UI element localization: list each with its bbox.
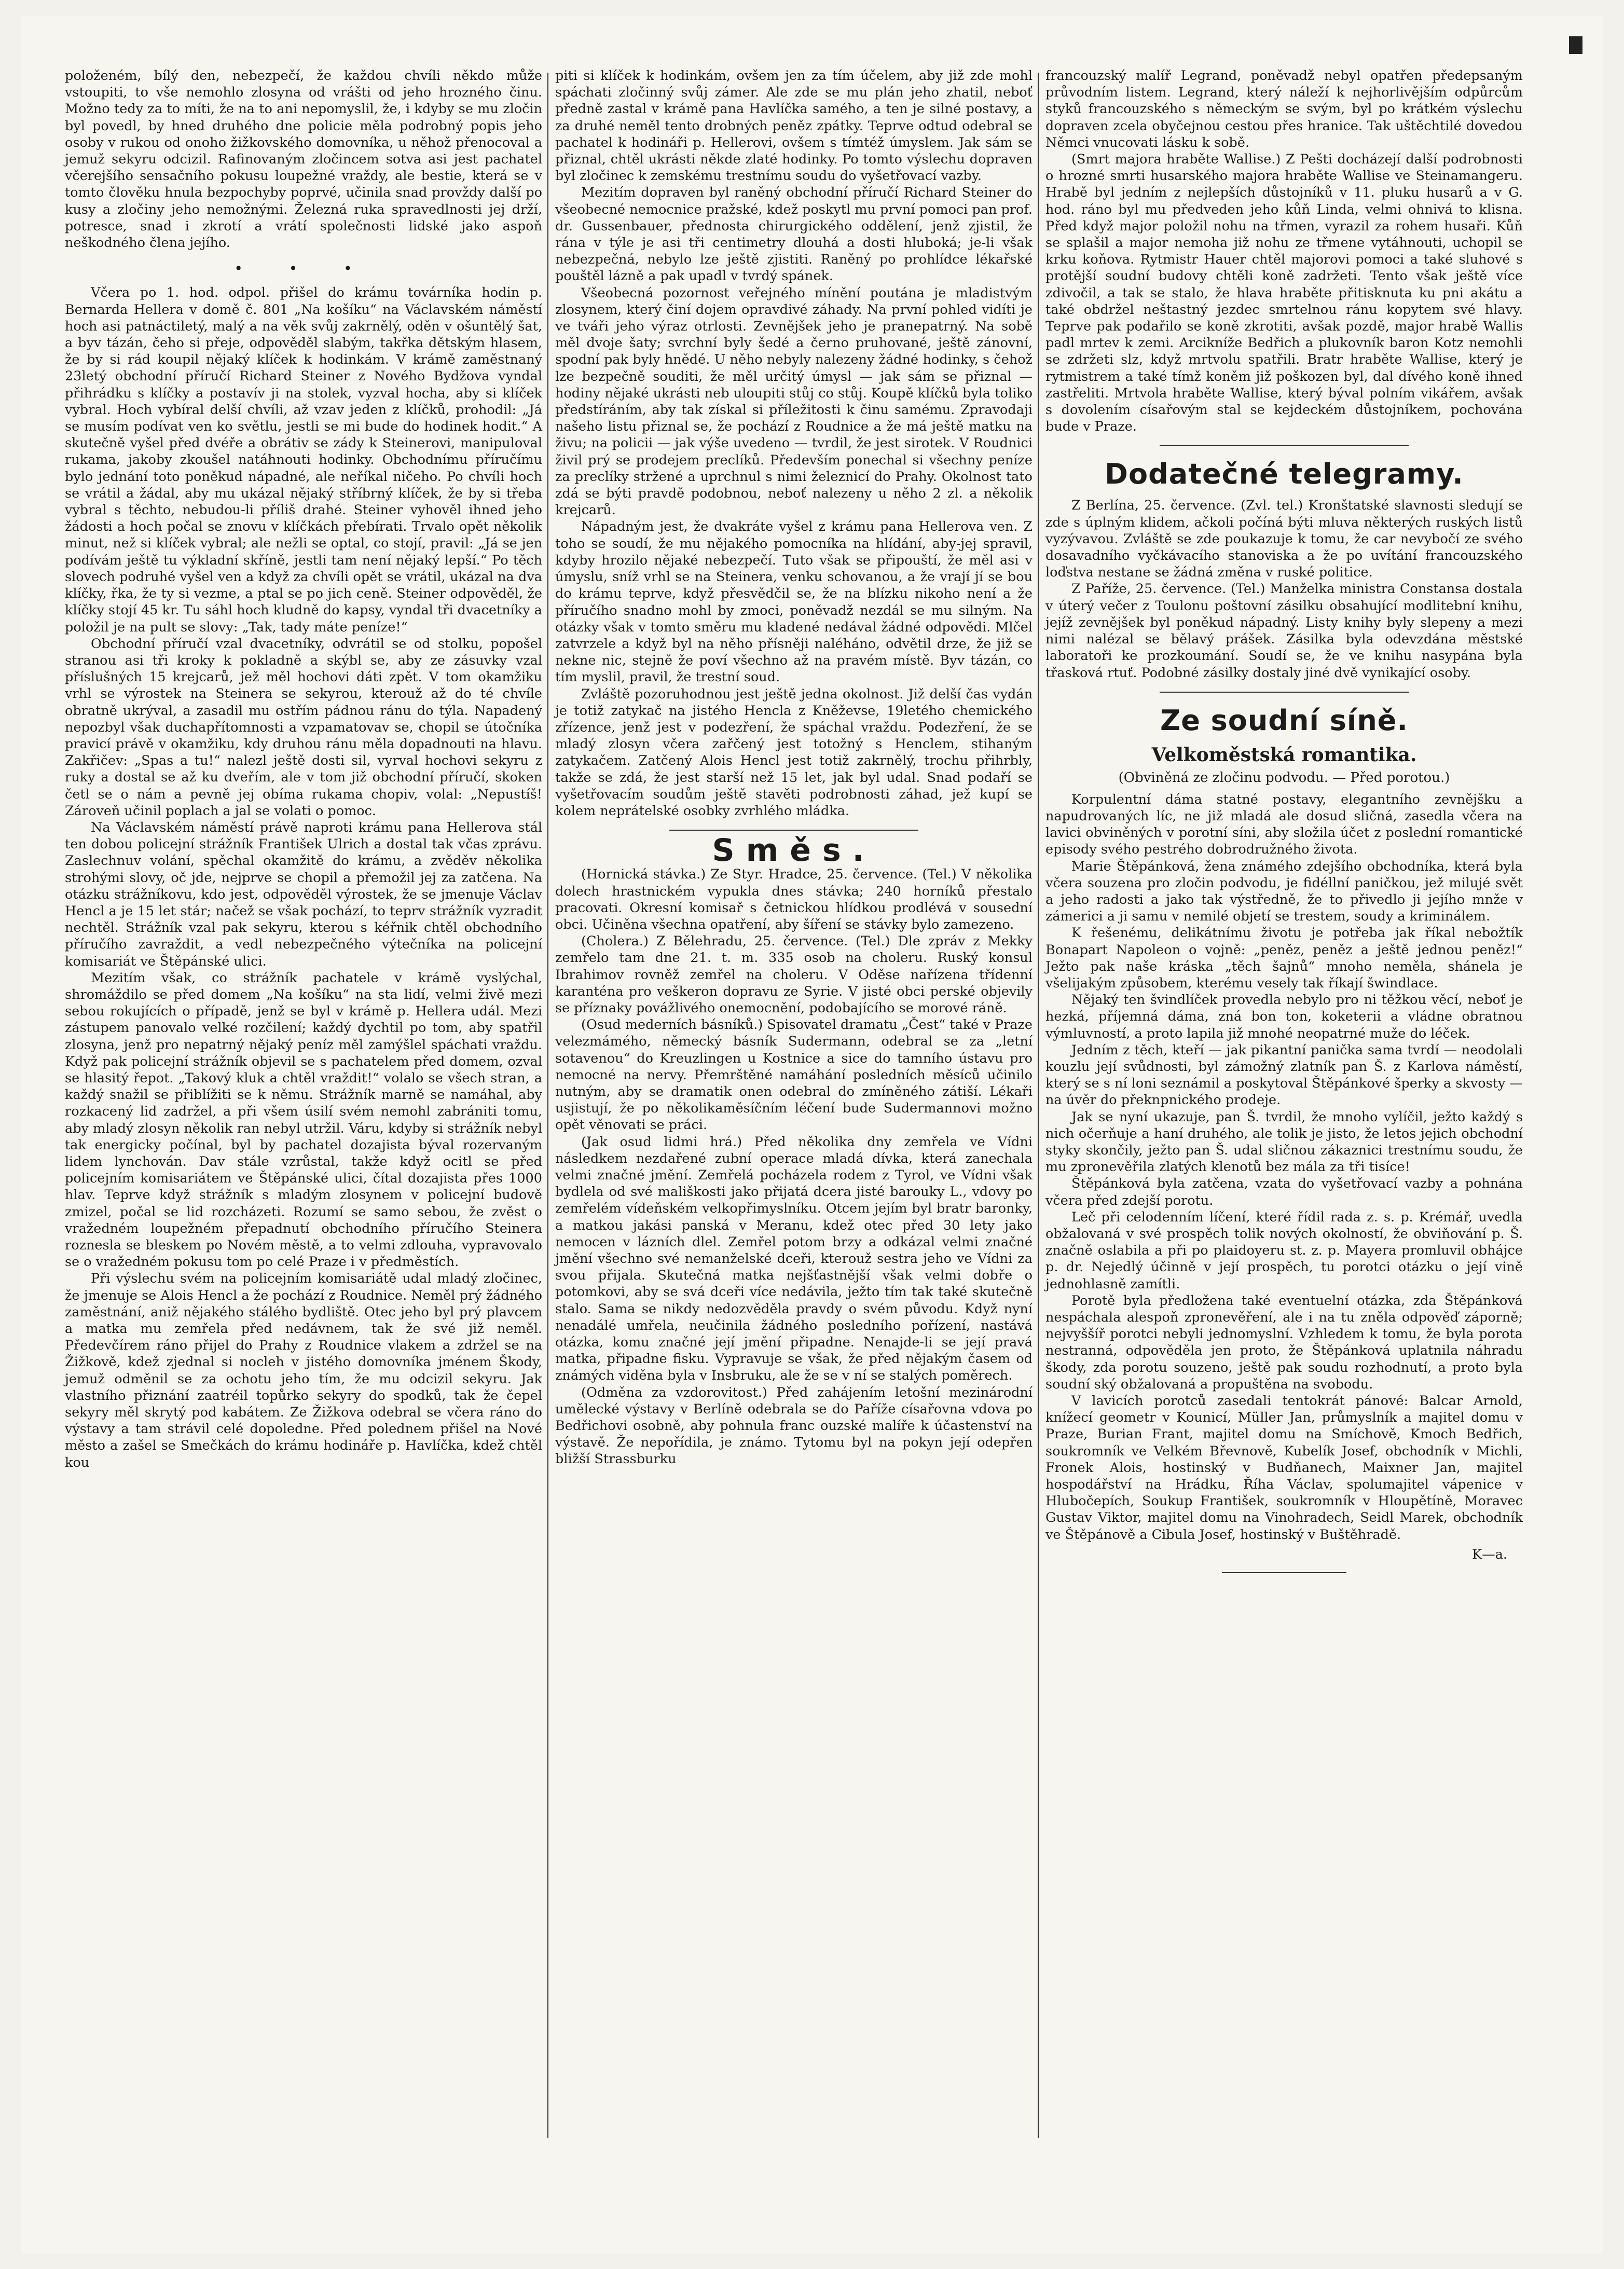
section-heading-court: Ze soudní síně.	[1160, 704, 1408, 737]
news-item: (Osud mederních básníků.) Spisovatel dramatu „Čest“ také v Praze velezmámého, německý básník Sudermann, odebral se za „letní sotavenou“ do Kreuzlingen u Kostnice a sice do tamního ústavu pro nemocné na nervy. Přemrštěné namáhání posledních měsíců učinilo nutným, aby se dramatik onen odebral do zmíněného zátiší. Lékaři usjistují, že po několikaměsíčním léčení bude Sudermannovi možno opět věnovati se práci.	[555, 1017, 1033, 1133]
court-paragraph: Jak se nyní ukazuje, pan Š. tvrdil, že mnoho vylíčil, ježto každý s nich očerňuje a haní druhého, ale tolik je jisto, že letos jejich obchodní styky skončily, ježto pan Š. udal sličnou zákaznici trestnímu soudu, že mu zpronevěřila zlatých klenotů bez mála za tři tisíce!	[1045, 1109, 1523, 1175]
column-rule-2	[1038, 73, 1039, 2138]
section-divider	[1160, 445, 1409, 446]
court-paragraph: Jedním z těch, kteří — jak pikantní panička sama tvrdí — neodolali kouzlu její svůdnosti, byl zámožný zlatník pan Š. z Karlova náměstí, který se s ní loni seznámil a poskytoval Štěpánkové šperky a skvosty — na úvěr do překnpnického prodeje.	[1045, 1042, 1523, 1108]
column-rule-1	[547, 73, 548, 2138]
court-paragraph: K řešenému, delikátnímu životu je potřeba jak říkal nebožtík Bonapart Napoleon o vojně: „peněz, peněz a ještě jednou peněz!“ Ježto pak naše kráska „těch šajnů“ mnoho neměla, shánela je všelijakým způsobem, kterému vesely tak říkají šwindlace.	[1045, 925, 1523, 991]
news-item: (Jak osud lidmi hrá.) Před několika dny zemřela ve Vídni následkem nezdařené zubní operace mladá dívka, která zanechala velmi značné jmění. Zemřelá pocházela rodem z Tyrol, ve Vídni však bydlela od své mališkosti jako přijatá dcera jisté barouky L., vdovy po zemřelém vídeňském velkopřimyslníku. Otcem jejím byl bratr baronky, a matkou jakási panská v Meranu, kdež otec před 30 lety jako nemocen v lázních dlel. Zemřel potom brzy a odkázal velmi značné jmění všechno své nemanželské dceři, kterouž sestra jeho ve Vídni za svou přijala. Skutečná matka nejšťastnější však velmi dobře o potomkovi, aby se svá dceři více nedávila, ježto tím tak také skutečně stalo. Sama se nikdy nedozvěděla pravdy o svém původu. Když nyní nenadálé umřela, neučinila žádného posledního pořízení, nastává otázka, komu značné její jmění připadne. Nenajde-li se její pravá matka, připadne fisku. Vypravuje se však, že před nějakým časem od známých viděna byla v Insbruku, ale že se v ní se stalých poměrech.	[555, 1134, 1033, 1384]
news-item: (Cholera.) Z Bělehradu, 25. července. (Tel.) Dle zpráv z Mekky zemřelo tam dne 21. t. m. 335 osob na choleru. Ruský konsul Ibrahimov rovněž zemřel na choleru. V Oděse nařízena třídenní karanténa pro veškeron dopravu ze Syrie. V jisté obci perské objevily se příznaky povážlivého onemocnění, podobajícího se morové ráně.	[555, 933, 1033, 1016]
court-paragraph: Porotě byla předložena také eventuelní otázka, zda Štěpánková nespáchala alespoň zpronevěření, ale i na tu zněla odpověď záporně; nejvyššíř porotci nebyli jednomyslní. Vzhledem k tomu, že byla porota nestranná, odpověděla jen proto, že Štěpánková uplatnila náhradu škody, zda porotu souzeno, ještě pak soudu rozhodnutí, a proto byla soudní ský obžalovaná a propuštěna na svobodu.	[1045, 1292, 1523, 1392]
court-case-note: (Obviněná ze zločinu podvodu. — Před porotou.)	[1118, 769, 1450, 786]
article-paragraph: Nápadným jest, že dvakráte vyšel z krámu pana Hellerova ven. Z toho se soudí, že mu nějakého pomocníka na hlídání, aby-jej spravil, kdyby hrozilo nějaké nebezpečí. Tuto však se připouští, že měl asi v úmyslu, sníž vrhl se na Steinera, venku schovanou, a že vrají jí se bou do krámu teprve, když přesvědčil se, že na blízku nikoho není a že příručího snadno mohl by zmoci, poněvadž nezdál se mu silným. Na otázky však v tomto směru mu kladené nedával žádné odpovědi. Mlčel zatvrzele a když byl na něho přísněji naléháno, odvětil drze, že již se nekne nic, stejně že poví všechno až na pravém místě. Byv tázán, co tím myslil, pravil, že trestní soud.	[555, 519, 1033, 685]
end-rule	[1222, 1572, 1346, 1573]
article-paragraph: Mezitím však, co strážník pachatele v krámě vyslýchal, shromáždilo se před domem „Na košíku“ na sta lidí, velmi živě mezi sebou rokujících o případě, jenž se byl v krámě p. Hellera udál. Mezi zástupem panovalo velké rozčilení; každý dychtil po tom, aby spatřil zlosyna, jenž pro nepatrný nějaký peníz měl zamýšlel spáchati vraždu. Když pak policejní strážník objevil se s pachatelem před domem, ozval se hlasitý řepot. „Takový kluk a chtěl vraždit!“ volalo se všech stran, a každý snažil se přiblížiti se k němu. Strážník marně se namáhal, aby rozkacený lid zadržel, a při všem úsilí svém nemohl zabrániti tomu, aby mladý zlosyn několik ran nebyl utržil. Váru, kdyby si strážník nebyl tak energicky počínal, byl by pachatel dozajista býval rozervaným lidem lynchován. Dav stále vzrůstal, takže když ocitl se před policejním komisariátem ve Štěpánské ulici, čítal dozajista přes 1000 hlav. Teprve když strážník s mladým zlosynem v policejní budově zmizel, počal se lid rozcházeti. Rozumí se samo sebou, že zvěst o vražedném loupežném přepadnutí obchodního příručího Steinera roznesla se bleskem po Novém městě, a to velmi zdlouha, vypravovalo se o vražedném pokusu tom po celé Praze i v předměstích.	[65, 970, 542, 1270]
news-item: (Odměna za vzdorovitost.) Před zahájením letošní mezinárodní umělecké výstavy v Berlíně odebrala se do Paříže císařovna vdova po Bedřichovi osobně, aby pohnula franc ouzské malíře k účastenství na výstavě. Že nepořídila, je známo. Tytomu byl na pokyn její odepřen bližší Strassburku	[555, 1384, 1033, 1467]
section-heading-sme: Směs.	[712, 832, 876, 869]
article-paragraph: Při výslechu svém na policejním komisariátě udal mladý zločinec, že jmenuje se Alois Hencl a že pochází z Roudnice. Neměl prý žádného zaměstnání, aniž nějakého stálého bydliště. Otec jeho byl prý plavcem a matka mu zemřela před nedávnem, tak že své již neměl. Předevčírem ráno přijel do Prahy z Roudnice vlakem a zdržel se na Žižkově, kdež zjednal si nocleh v jistého domovníka jménem Škody, jemuž odměnil se za ochotu jeho tím, že mu odcizil sekyru. Jak vlastního přiznání zaatréil topůrko sekyry do spodků, tak že čepel sekyry měl skrytý pod kabátem. Ze Žižkova odebral se včera ráno do výstavy a tam strávil celé dopoledne. Před polednem přišel na Nové město a zašel se Smečkách do krámu hodináře p. Havlíčka, kdež chtěl kou	[65, 1271, 542, 1470]
section-divider	[1160, 692, 1409, 693]
page-corner-mark	[1569, 36, 1582, 54]
article-paragraph: (Smrt majora hraběte Wallise.) Z Pešti docházejí další podrobnosti o hrozné smrti husarského majora hraběte Wallise ve Steinamangeru. Hrabě byl jedním z nejlepších důstojníků v 11. pluku husarů a v G. hod. ráno byl mu předveden jeho kůň Linda, velmi ohnivá to klisna. Před když major položil nohu na třmen, vyrazil za rohem husaři. Kůň se splašil a major nemoha již nohu ze třmene vytáhnouti, uchopil se krku koňova. Rytmistr Hauer chtěl majorovi pomoci a také sluhové s protější soudní budovy chtěli koně zadržeti. Tento však ještě více zdivočil, a tak se stalo, že hlava hraběte přitisknuta ku pni akátu a také obdržel neštastný jezdec smrtelnou ránu kopytem své hlavy. Teprve pak podařilo se koně zkrotiti, avšak pozdě, major hrabě Wallis padl mrtev k zemi. Arcikníže Bedřich a plukovník baron Kotz nemohli se zdržeti slz, když mrtvolu spatřili. Bratr hraběte Wallise, který je rytmistrem a také tímž koněm již poškozen byl, dal dívého koně ihned zastřeliti. Mrtvola hraběte Wallise, který býval polním vikářem, avšak s dovolením císařovým stal se kejdeckém důstojníkem, pochována bude v Praze.	[1045, 152, 1523, 435]
court-subheading: Velkoměstská romantika.	[1151, 744, 1417, 766]
newspaper-page	[21, 16, 1603, 2253]
column-3	[1045, 67, 1523, 2143]
article-paragraph: piti si klíček k hodinkám, ovšem jen za tím účelem, aby již zde mohl spáchati zločinný svůj zámer. Ale zde se mu plán jeho zhatil, neboť předně zastal v krámě pana Havlíčka samého, a ten je silné postavy, a za druhé neměl tento drobných peněz zpátky. Teprve odtud odebral se pachatel k hodináři p. Hellerovi, ovšem s tímtéž úmyslem. Jak sám se přiznal, chtěl ukrásti někde zlaté hodinky. Po tomto výslechu dopraven byl zločinec k zemskému trestnímu soudu do vyšetřovací vazby.	[555, 68, 1033, 184]
article-paragraph: Mezitím dopraven byl raněný obchodní příručí Richard Steiner do všeobecné nemocnice pražské, kdež poskytl mu první pomoci pan prof. dr. Gussenbauer, přednosta chirurgického oddělení, jenž zjistil, že rána v týle je asi tři centimetry dlouhá a dosti hluboká; je-li však nebezpečná, nebylo lze ještě zjistiti. Raněný po prohlídce lékařské pouštěl lázně a pak upadl v tvrdý spánek.	[555, 185, 1033, 284]
article-paragraph: Zvláště pozoruhodnou jest ještě jedna okolnost. Již delší čas vydán je totiž zatykač na jistého Hencla z Kněževse, 19letého chemického zřízence, jenž jest v podezření, že spáchal vraždu. Podezření, že se mladý zlosyn včera zařčený jest totožný s Henclem, stihaným zatykačem. Zatčený Alois Hencl jest totiž zakrnělý, trochu přihrbly, takže se zdá, že jest starší než 15 let, jak byl udal. Snad podaří se vyšetřovacím soudům ještě stavěti podrobnosti záhad, jež kupí se kolem neprátelské osobky zvrhlého mládka.	[555, 686, 1033, 819]
telegram-item: Z Berlína, 25. července. (Zvl. tel.) Kronštatské slavnosti sledují se zde s úplným klidem, ačkoli počíná býti mluva některých ruských listů vyzývavou. Zvláště se zde poukazuje k tomu, že car nevybočí ze svého dosavadního vyčkávacího stanoviska a že po uvítání francouzského loďstva nestane se žádná změna v ruské politice.	[1045, 498, 1523, 581]
section-divider	[669, 830, 918, 831]
article-paragraph: Obchodní příručí vzal dvacetníky, odvrátil se od stolku, popošel stranou asi tři kroky k pokladně a skýbl se, aby ze zásuvky vzal příslušných 15 krejcarů, jež měl hochovi dáti zpět. V tom okamžiku vrhl se výrostek na Steinera se sekyrou, kterouž až do té chvíle obratně ukrýval, a zasadil mu ostřím pádnou ránu do týla. Napadený nepozbyl však duchapřítomnosti a vzpamatovav se, chopil se útočníka pravicí právě v okamžiku, kdy druhou ránu měla dopadnouti na hlavu. Zakřičev: „Spas a tu!“ nalezl ještě dosti sil, vyrval hochovi sekyru z ruky a dostal se až ku dveřím, ale v tom již obchodní příručí, skoken četl se o nám a pevně jej obíma rukama chopiv, volal: „Nepustíš! Zároveň učinil poplach a jal se volati o pomoc.	[65, 636, 542, 819]
article-paragraph: Na Václavském náměstí právě naproti krámu pana Hellerova stál ten dobou policejní strážník František Ulrich a dostal tak včas zprávu. Zaslechnuv volání, spěchal okamžitě do krámu, a zvěděv několika strohými slovy, oč jde, nejprve se chopil a přemožil jej za zatčena. Na otázku strážníkovu, kdo jest, odpověděl výrostek, že se jmenuje Václav Hencl a je 15 let stár; načež se však pochází, to teprv strážník vyzradit nechtěl. Strážník vzal pak sekyru, kterou s kéřnik chtěl obchodního příručího zavraždit, a vedl nebezpečného výtečníka na policejní komisariát ve Štěpánské ulici.	[65, 819, 542, 969]
court-paragraph: Štěpánková byla zatčena, vzata do vyšetřovací vazby a pohnána včera před zdejší porotu.	[1045, 1176, 1523, 1208]
section-separator: • • •	[234, 260, 373, 278]
court-paragraph: V lavicích porotců zasedali tentokrát pánové: Balcar Arnold, knížecí geometr v Kounicí, Müller Jan, průmyslník a majitel domu v Praze, Burian Frant, majitel domu na Smíchově, Kmoch Bedřich, soukromník ve Velkém Břevnově, Kubelík Josef, obchodník v Michli, Fronek Alois, hostinský v Budňanech, Maixner Jan, majitel hospodářství na Hrádku, Říha Václav, spolumajitel vápenice v Hlubočepích, Soukup František, soukromník v Hloupětíně, Moravec Gustav Viktor, majitel domu na Vinohradech, Seidl Marek, obchodník ve Štěpánově a Cibula Josef, hostinský v Buštěhradě.	[1045, 1393, 1523, 1543]
author-signature: K—a.	[1472, 1546, 1507, 1562]
court-paragraph: Korpulentní dáma statné postavy, elegantního zevnějšku a napudrovaných líc, ne již mladá ale dosud sličná, zasedla včera na lavici obviněných v porotní síni, aby složila účet z poslední romantické episody svého pestrého dobrodružného života.	[1045, 791, 1523, 858]
court-paragraph: Marie Štěpánková, žena známého zdejšího obchodníka, která byla včera souzena pro zločin podvodu, je fidéllní paničkou, jež milujé svět a jeho radosti a jako tak výstředně, že to přivedlo ji jejího mnže v zámerici a ji samu v nemilé objetí se trestem, soudy a kriminálem.	[1045, 858, 1523, 925]
section-heading-telegrams: Dodatečné telegramy.	[1105, 458, 1464, 491]
column-2	[555, 67, 1033, 2143]
court-paragraph: Leč při celodenním líčení, které řídil rada z. s. p. Krémář, uvedla obžalovaná v své prospěch tolik nových okolností, že obviňování p. Š. značně oslabila a při po plaidoyeru st. z. p. Mayera promluvil obhájce p. dr. Nejedlý účinně v její prospěch, tu porotci otázku o její vině jednohlasně zamítli.	[1045, 1209, 1523, 1292]
article-paragraph: Všeobecná pozornost veřejného mínění poutána je mladistvým zlosynem, který činí dojem opravdivé záhady. Na první pohled vidíti je ve tváři jeho výraz otrlosti. Zevnějšek jeho je pranepatrný. Na sobě měl dvoje šaty; svrchní byly šedé a černo pruhované, ještě zánovní, spodní pak byly hnědé. U něho nebyly nalezeny žádné hodinky, s čehož lze bezpečně souditi, že měl určitý úmysl — jak sám se přiznal — hodiny nějaké ukrásti neb uloupiti stůj co stůj. Koupě klíčků byla toliko předstíráním, aby tak získal si příležitosti k činu samému. Zpravodaji našeho listu přiznal se, že pochází z Roudnice a že má ještě matku na živu; na policii — jak výše uvedeno — tvrdil, že jest sirotek. V Roudnici živil prý se prodejem preclíků. Především ponechal si všechny peníze za preclíky stržené a uprchnul s nimi železnicí do Prahy. Okolnost tato zdá se býti pravdě podobnou, neboť nalezeny u něho 2 zl. a několik krejcarů.	[555, 285, 1033, 518]
column-1	[65, 67, 542, 2143]
court-paragraph: Nějaký ten švindlíček provedla nebylo pro ni těžkou věcí, neboť je hezká, příjemná dáma, zná bon ton, koketerii a vládne obratnou výmluvností, a proto lapila již mnohé neopatrné muže do léček.	[1045, 992, 1523, 1041]
telegram-item: Z Paříže, 25. července. (Tel.) Manželka ministra Constansa dostala v úterý večer z Toulonu poštovní zásilku obsahující modlitební knihu, jejíž zevnějšek byl poněkud nápadný. Listy knihy byly slepeny a mezi nimi nalézal se bělavý prášek. Zásilka byla odevzdána městské laboratoři ke prozkoumání. Soudí se, že ve knihu nasypána byla třasková rtuť. Podobné zásilky dostaly jiné dvě vynikající osoby.	[1045, 581, 1523, 681]
news-item: (Hornická stávka.) Ze Styr. Hradce, 25. července. (Tel.) V několika dolech hrastnickém vypukla dnes stávka; 240 horníků přestalo pracovati. Okresní komisař s četnickou hlídkou prodlévá v sousední obci. Učiněna všechna opatření, aby šíření se stávky bylo zamezeno.	[555, 867, 1033, 932]
article-paragraph: francouzský malíř Legrand, poněvadž nebyl opatřen předepsaným průvodním listem. Legrand, který náleží k nejhorlivějším odpůrcům styků francouzského s německým se svým, byl po krátkém výslechu dopraven zcela obyčejnou cestou přes hranice. Tak uštěchtilé dovedou Němci vnucovati lásku k sobě.	[1045, 68, 1523, 150]
article-paragraph: položeném, bílý den, nebezpečí, že každou chvíli někdo může vstoupiti, to vše nemohlo zlosyna od vrášti od jeho hrozného činu. Možno tedy za to míti, že na to ani nepomyslil, že, i kdyby se mu zločin byl povedl, by hned druhého dne policie měla podrobný popis jeho osoby v rukou od onoho žižkovského domovníka, u něhož přenocoval a jemuž sekyru odcizil. Rafinovaným zločincem sotva asi jest pachatel včerejšího sensačního pokusu loupežné vraždy, ale bestie, která se v tomto člověku hnula bezpochyby poprvé, učinila snad provždy další po kusy a zločiny jeho nemožnými. Železná ruka spravedlnosti jej drží, potresce, snad i zkrotí a vrátí společnosti lidské jako aspoň neškodného člena jejího.	[65, 68, 542, 251]
article-paragraph: Včera po 1. hod. odpol. přišel do krámu továrníka hodin p. Bernarda Hellera v domě č. 801 „Na košíku“ na Václavském náměstí hoch asi patnáctiletý, malý a na věk svůj zakrnělý, oděn v ošuntělý šat, a byv tázán, čeho si přeje, odpověděl slabým, takřka dětským hlasem, že by si rád koupil nějaký klíček k hodinkám. V krámě zaměstnaný 23letý obchodní příručí Richard Steiner z Nového Bydžova vyndal přihrádku s klíčky a postavív ji na stolek, vyzval hocha, aby si klíček vybral. Hoch vybíral delší chvíli, až vzav jeden z klíčků, prohodil: „Já se musím podívat ven ko světlu, jestli se mi bude do hodinek hodit.“ A skutečně vyšel před dvéře a obrátiv se zády k Steinerovi, manipuloval rukama, jakoby zkoušel natáhnouti hodinky. Obchodnímu příručímu bylo jednání toto poněkud nápadné, ale neříkal ničeho. Po chvíli hoch se vrátil a žádal, aby mu ukázal nějaký stříbrný klíček, že by si třeba vybral s těchto, nebudou-li příliš drahé. Steiner vyhověl ihned jeho žádosti a hoch počal se znovu v klíčkách přebírati. Trvalo opět několik minut, než si klíček vybral; ale nežli se optal, co stojí, pravil: „Já se jen podívám ještě tu výkladní skříně, jestli tam není nějaký lepší.“ Po těch slovech podruhé vyšel ven a když za chvíli opět se vrátil, ukázal na dva klíčky, řka, že ty si vezme, a ptal se po jich ceně. Steiner odpověděl, že klíčky stojí 45 kr. Tu sáhl hoch kludně do kapsy, vyndal tři dvacetníky a položil je na pult se slovy: „Tak, tady máte peníze!“	[65, 285, 542, 635]
